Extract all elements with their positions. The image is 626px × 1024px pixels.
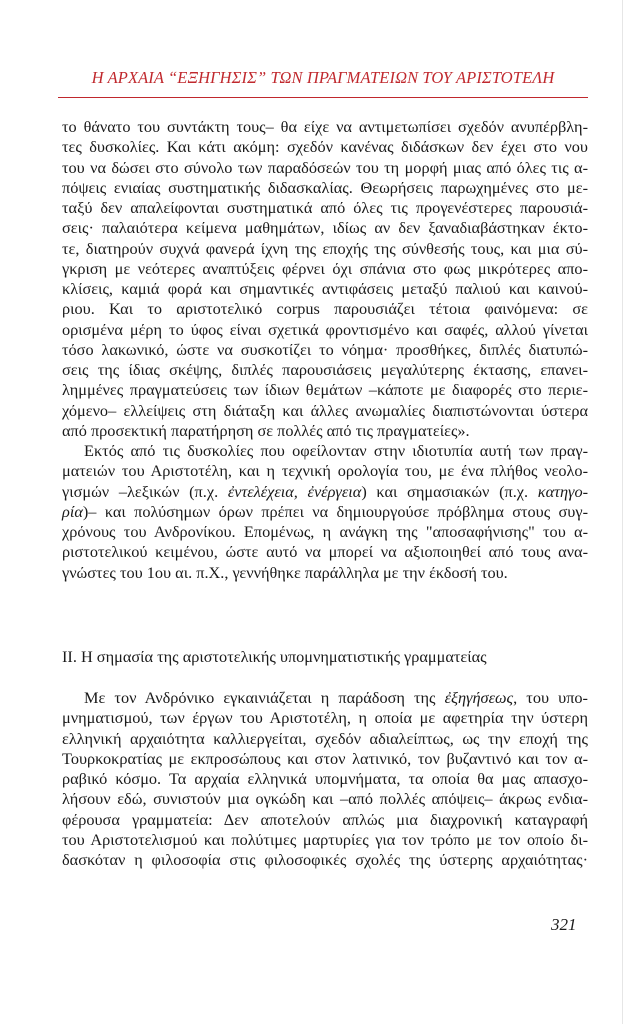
italic-term: ρία [62, 501, 83, 521]
text-line: ριστοτελικού κειμένου, ώστε αυτό να μπορεί να αξιοποιηθεί από τους ανα- [62, 542, 588, 562]
text-run: , του υπο- [513, 688, 588, 707]
text-line: σεις της ίδιας σκέψης, διπλές παρουσιάσεις μεγαλύτερης έκτασης, επανει- [62, 360, 588, 379]
text-run: )– και πολύσημων όρων πρέπει να δημιουργούσε πρόβλημα στους συγ- [82, 501, 588, 521]
text-run: Με τον Ανδρόνικο εγκαινιάζεται η παράδοση της [84, 688, 445, 707]
text-line: το θάνατο του συντάκτη τους– θα είχε να αντιμετωπίσει σχεδόν ανυπέρβλη- [62, 117, 588, 136]
text-line: ταξύ δεν απαλείφονται συστηματικά από όλες τις προγενέστερες παρουσιά- [62, 198, 588, 217]
text-line: ραβικό κόσμο. Τα αρχαία ελληνικά υπομνήματα, τα οποία θα μας απασχο- [62, 769, 588, 788]
text-line: φέρουσα γραμματεία: Δεν αποτελούν απλώς μια διαχρονική καταγραφή [62, 809, 588, 829]
text-line: τες δυσκολίες. Και κάτι ακόμη: σχεδόν κανένας διδάσκων δεν έχει στο νου [62, 137, 588, 157]
italic-term: κατηγο- [537, 481, 589, 501]
text-line: μνηματισμού, των έργων του Αριστοτέλη, η οποία με αφετηρία την ύστερη [62, 708, 588, 728]
text-line: λήσουν εδώ, συνιστούν μια ογκώδη και –από πολλές απόψεις– άκρως ενδια- [62, 789, 588, 809]
section-heading: ΙΙ. Η σημασία της αριστοτελικής υπομνηματιστικής γραμματείας [62, 647, 487, 666]
text-line: ριου. Και το αριστοτελικό corpus παρουσιάζει τέτοια φαινόμενα: σε [62, 299, 588, 319]
text-line: γκριση με νεότερες αναπτύξεις φέρνει όχι σπάνια στο φως μικρότερες απο- [62, 258, 588, 278]
text-line: του Αριστοτελισμού και πολύτιμες μαρτυρίες για τον τρόπο με τον οποίο δι- [62, 829, 588, 849]
text-line: πόψεις ενιαίας συστηματικής διδασκαλίας. Θεωρήσεις παρωχημένες στο με- [62, 177, 588, 197]
text-line: τόσο λακωνικό, ώστε να συσκοτίζει το νόημα· προσθήκες, διπλές διατυπώ- [62, 339, 588, 359]
text-line: τε, διατηρούν συχνά φανερά ίχνη της εποχής της σύνθεσής τους, και μια σύ- [62, 238, 588, 258]
text-line: του να δώσει στο σύνολο των παραδόσεών του τη μορφή μιας από όλες τις α- [62, 157, 588, 177]
text-run: γισμών –λεξικών (π.χ. [62, 481, 228, 501]
text-line: χρόνους του Ανδρονίκου. Επομένως, η ανάγκη της "αποσαφήνισης" του α- [62, 522, 588, 541]
running-header: Η ΑΡΧΑΙΑ “ΕΞΗΓΗΣΙΣ” ΤΩΝ ΠΡΑΓΜΑΤΕΙΩΝ ΤΟΥ ΑΡΙΣΤΟΤΕΛΗ [91, 68, 555, 87]
text-line [62, 482, 588, 502]
paragraph-1 [62, 117, 588, 583]
header-rule [58, 97, 588, 98]
text-line: ορισμένα μέρη το ύφος είναι σχετικά φροντισμένο και σαφές, αλλού γίνεται [62, 319, 588, 339]
text-run: ) και σημασιακών (π.χ. [361, 481, 538, 501]
italic-term: ἐντελέχεια, ἐνέργεια [227, 481, 362, 501]
text-line: σεις· παλαιότερα κείμενα μαθημάτων, ιδίως αν δεν ξαναδιαβάστηκαν έκτο- [62, 218, 588, 238]
text-line [62, 688, 588, 708]
text-line: από προσεκτική παρατήρηση σε πολλές από τις πραγματείες». [62, 420, 470, 440]
text-line: χόμενο– ελλείψεις στη διάταξη και άλλες ανωμαλίες διαπιστώνονται ύστερα [62, 400, 588, 420]
text-line: ματειών του Αριστοτέλη, και η τεχνική ορολογία του, με ένα πλήθος νεολο- [62, 461, 588, 481]
text-line: γνώστες του 1ου αι. π.Χ., γεννήθηκε παράλληλα με την έκδοσή του. [62, 562, 508, 582]
paragraph-3 [62, 688, 588, 870]
text-line: δασκόταν η φιλοσοφία στις φιλοσοφικές σχολές της ύστερης αρχαιότητας· [62, 850, 588, 869]
page-edge [622, 0, 623, 1024]
text-line: Τουρκοκρατίας με εκπροσώπους και στον λατινικό, τον βυζαντινό και τον α- [62, 748, 588, 768]
page-number: 321 [551, 915, 577, 934]
italic-term: ἐξηγήσεως [444, 688, 514, 707]
text-line: ελληνική αρχαιότητα καλλιεργείται, σχεδόν αδιαλείπτως, ως την εποχή της [62, 728, 588, 748]
text-line [62, 502, 588, 522]
text-line: κλίσεις, καμιά φορά και σημαντικές αντιφάσεις μεταξύ παλιού και καινού- [62, 279, 588, 298]
text-line: Εκτός από τις δυσκολίες που οφείλονταν στην ιδιοτυπία αυτή των πραγ- [84, 441, 588, 460]
text-line: λημμένες πραγματεύσεις των ίδιων θεμάτων –κάποτε με διαφορές στο περιε- [62, 380, 588, 400]
